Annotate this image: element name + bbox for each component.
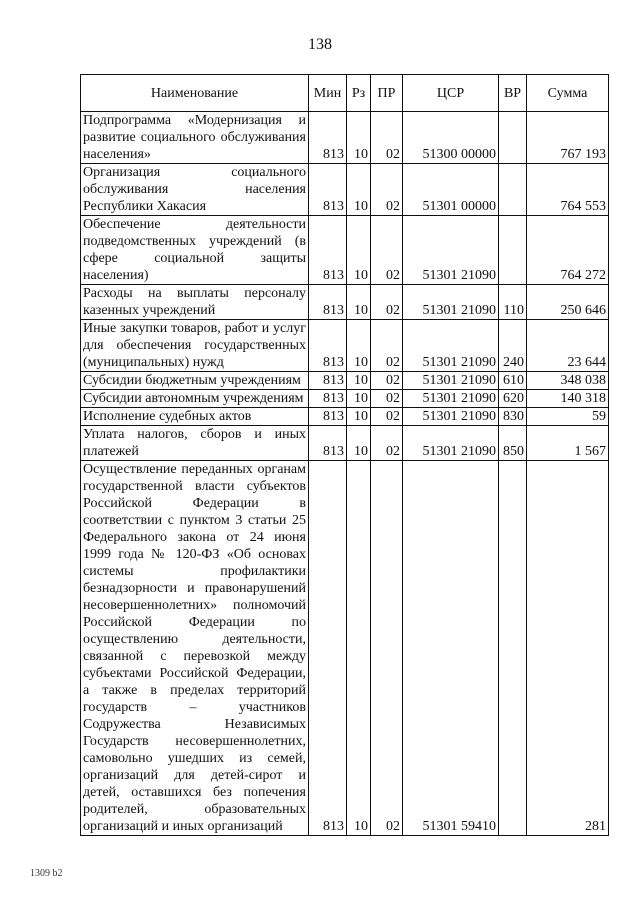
row-sum: 281 <box>527 461 609 836</box>
row-vr <box>499 164 527 216</box>
row-csr: 51301 21090 <box>403 285 499 320</box>
row-vr: 620 <box>499 390 527 408</box>
header-name: Наименование <box>81 75 309 112</box>
row-sum: 348 038 <box>527 372 609 390</box>
row-min: 813 <box>309 285 347 320</box>
row-pr: 02 <box>371 112 403 164</box>
row-name: Осуществление переданных органам государственной власти субъектов Российской Федерации в соответствии с пунктом 3 статьи 25 Федерального закона от 24 июня 1999 года № 120-ФЗ «Об основах системы профилактики безнадзорности и правонарушений несовершеннолетних» полномочий Российской Федерации по осуществлению деятельности, связанной с перевозкой между субъектами Российской Федерации, а также в пределах территорий государств – участников Содружества Независимых Государств несовершеннолетних, самовольно ушедших из семей, организаций для детей-сирот и детей, оставшихся без попечения родителей, образовательных организаций и иных организаций <box>81 461 309 836</box>
row-min: 813 <box>309 112 347 164</box>
table-header <box>81 75 609 112</box>
page-number: 138 <box>308 36 332 53</box>
row-rz: 10 <box>347 408 371 426</box>
header-csr: ЦСР <box>403 75 499 112</box>
row-name: Организация социального обслуживания населения Республики Хакасия <box>81 164 309 216</box>
row-rz: 10 <box>347 285 371 320</box>
row-vr: 830 <box>499 408 527 426</box>
row-rz: 10 <box>347 390 371 408</box>
row-name: Расходы на выплаты персоналу казенных учреждений <box>81 285 309 320</box>
row-name: Уплата налогов, сборов и иных платежей <box>81 426 309 461</box>
row-vr: 240 <box>499 320 527 372</box>
row-vr <box>499 461 527 836</box>
row-csr: 51301 21090 <box>403 426 499 461</box>
row-rz: 10 <box>347 216 371 285</box>
row-name: Подпрограмма «Модернизация и развитие социального обслуживания населения» <box>81 112 309 164</box>
row-min: 813 <box>309 372 347 390</box>
row-csr: 51300 00000 <box>403 112 499 164</box>
row-min: 813 <box>309 164 347 216</box>
row-pr: 02 <box>371 461 403 836</box>
table-row <box>81 320 609 372</box>
row-vr: 110 <box>499 285 527 320</box>
row-sum: 764 272 <box>527 216 609 285</box>
row-name: Субсидии бюджетным учреждениям <box>81 372 309 390</box>
row-csr: 51301 21090 <box>403 372 499 390</box>
row-min: 813 <box>309 320 347 372</box>
row-pr: 02 <box>371 320 403 372</box>
row-min: 813 <box>309 408 347 426</box>
header-min: Мин <box>309 75 347 112</box>
table-row <box>81 285 609 320</box>
row-pr: 02 <box>371 216 403 285</box>
row-pr: 02 <box>371 390 403 408</box>
row-vr: 610 <box>499 372 527 390</box>
header-rz: Рз <box>347 75 371 112</box>
row-name: Обеспечение деятельности подведомственных учреждений (в сфере социальной защиты населения) <box>81 216 309 285</box>
row-min: 813 <box>309 216 347 285</box>
row-rz: 10 <box>347 320 371 372</box>
table-row <box>81 461 609 836</box>
row-sum: 59 <box>527 408 609 426</box>
row-csr: 51301 21090 <box>403 320 499 372</box>
row-vr <box>499 112 527 164</box>
row-csr: 51301 21090 <box>403 408 499 426</box>
row-rz: 10 <box>347 461 371 836</box>
header-vr: ВР <box>499 75 527 112</box>
table-row <box>81 408 609 426</box>
table-row <box>81 372 609 390</box>
row-vr: 850 <box>499 426 527 461</box>
table-row <box>81 426 609 461</box>
table-row <box>81 390 609 408</box>
row-name: Исполнение судебных актов <box>81 408 309 426</box>
budget-table <box>80 74 609 836</box>
row-pr: 02 <box>371 285 403 320</box>
table-row <box>81 216 609 285</box>
row-vr <box>499 216 527 285</box>
row-sum: 767 193 <box>527 112 609 164</box>
row-sum: 140 318 <box>527 390 609 408</box>
row-pr: 02 <box>371 164 403 216</box>
row-sum: 764 553 <box>527 164 609 216</box>
row-sum: 250 646 <box>527 285 609 320</box>
row-min: 813 <box>309 390 347 408</box>
table-body <box>81 112 609 836</box>
row-csr: 51301 00000 <box>403 164 499 216</box>
row-name: Иные закупки товаров, работ и услуг для обеспечения государственных (муниципальных) нужд <box>81 320 309 372</box>
row-sum: 1 567 <box>527 426 609 461</box>
header-sum: Сумма <box>527 75 609 112</box>
row-min: 813 <box>309 426 347 461</box>
row-csr: 51301 21090 <box>403 390 499 408</box>
table-row <box>81 112 609 164</box>
row-pr: 02 <box>371 426 403 461</box>
row-name: Субсидии автономным учреждениям <box>81 390 309 408</box>
row-pr: 02 <box>371 408 403 426</box>
table-row <box>81 164 609 216</box>
row-sum: 23 644 <box>527 320 609 372</box>
row-csr: 51301 21090 <box>403 216 499 285</box>
header-row <box>81 75 609 112</box>
row-rz: 10 <box>347 164 371 216</box>
header-pr: ПР <box>371 75 403 112</box>
row-rz: 10 <box>347 372 371 390</box>
row-min: 813 <box>309 461 347 836</box>
footer-code: 1309 b2 <box>30 868 63 879</box>
row-csr: 51301 59410 <box>403 461 499 836</box>
row-rz: 10 <box>347 426 371 461</box>
row-rz: 10 <box>347 112 371 164</box>
row-pr: 02 <box>371 372 403 390</box>
